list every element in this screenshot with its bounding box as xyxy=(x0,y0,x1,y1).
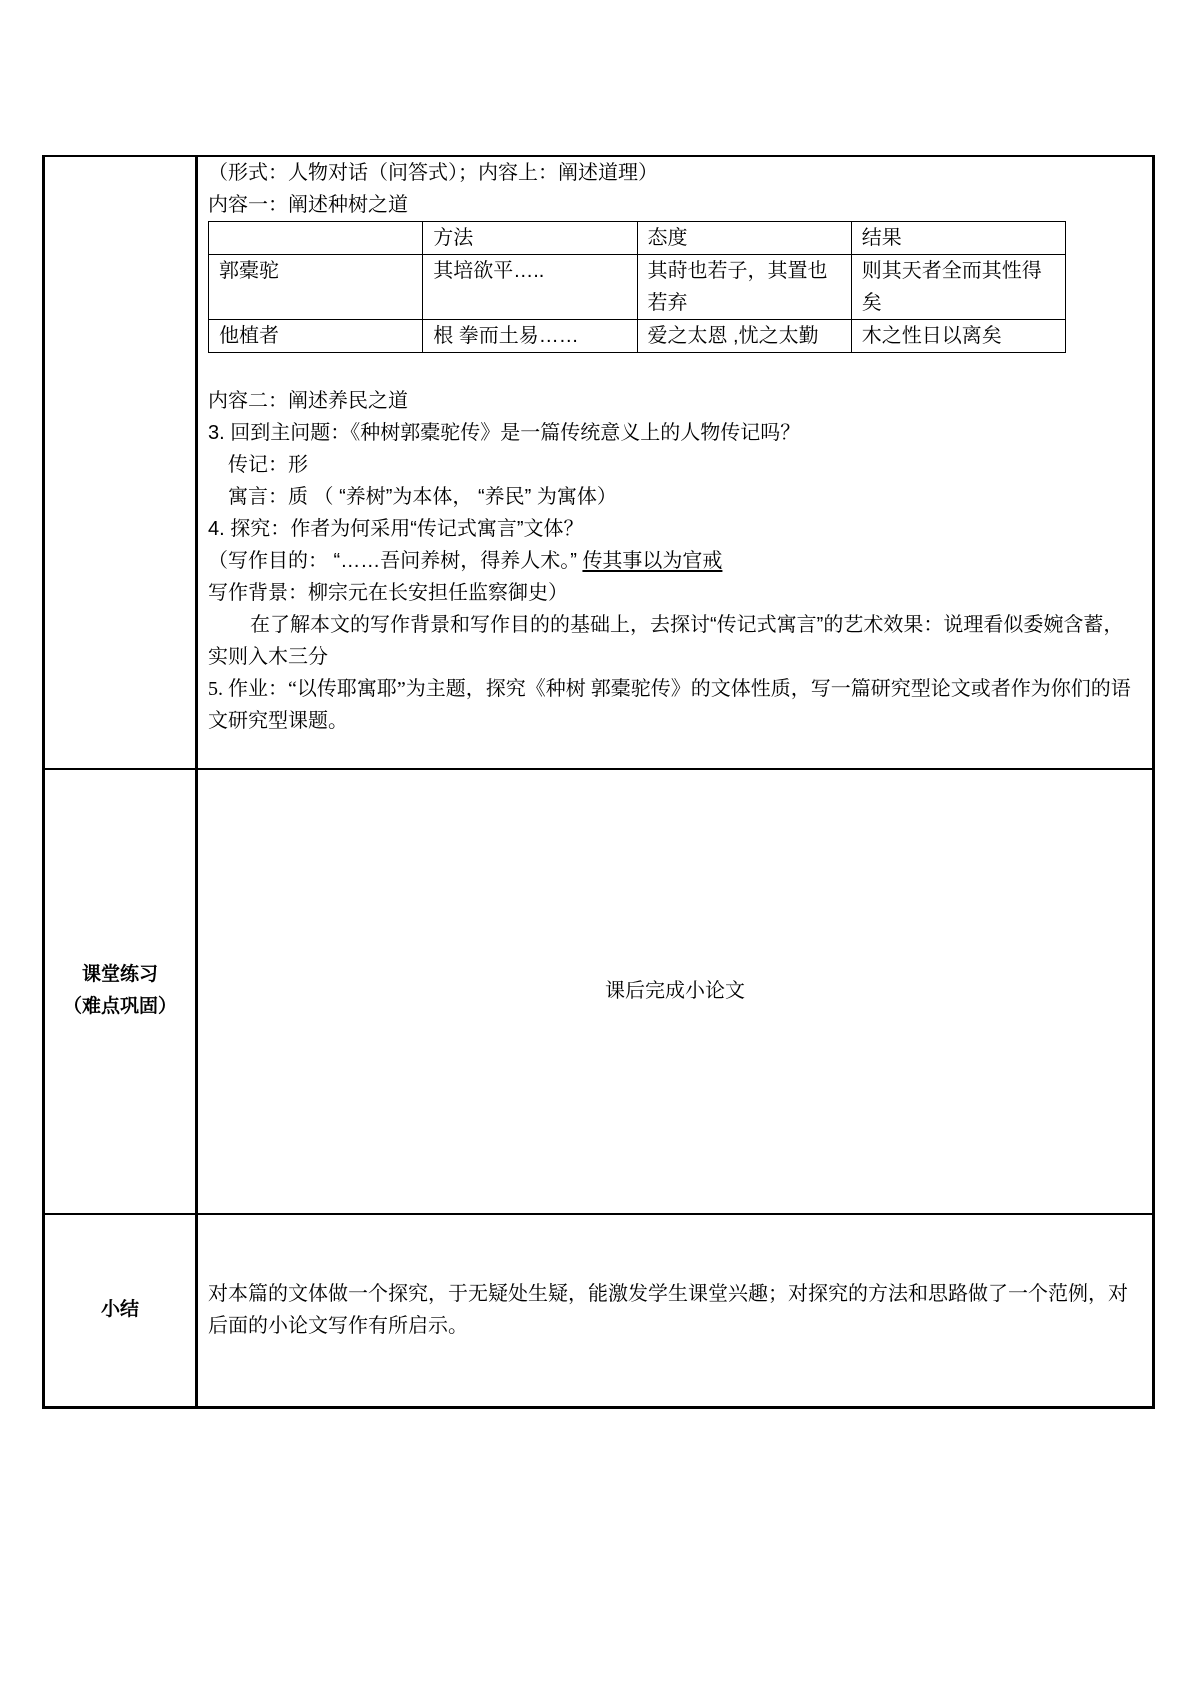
content-two-title: 内容二：阐述养民之道 xyxy=(208,390,408,412)
practice-content: 课后完成小论文 xyxy=(605,980,745,1003)
table-cell: 其培欲平….. xyxy=(423,255,637,320)
practice-content-cell xyxy=(197,769,1154,1214)
table-cell: 爱之太恩 ,忧之太勤 xyxy=(637,320,851,353)
question-three: 3. 回到主问题：《种树郭橐驼传》是一篇传统意义上的人物传记吗？ xyxy=(208,422,801,444)
writing-background: 写作背景：柳宗元在长安担任监察御史） xyxy=(208,582,568,604)
table-cell: 郭橐驼 xyxy=(209,255,423,320)
summary-label-cell xyxy=(44,1214,197,1408)
form-content-line: （形式：人物对话（问答式）；内容上：阐述道理） xyxy=(208,162,658,184)
table-cell: 木之性日以离矣 xyxy=(851,320,1065,353)
homework-text: 5. 作业：“以传耶寓耶”为主题，探究《种树 郭橐驼传》的文体性质，写一篇研究型论文或者作为你们的语文研究型课题。 xyxy=(208,678,1131,732)
analysis-paragraph: 在了解本文的写作背景和写作目的的基础上，去探讨“传记式寓言”的艺术效果：说理看似委婉含蓄，实则入木三分 xyxy=(208,614,1124,668)
answer-biography: 传记：形 xyxy=(228,454,308,476)
practice-label: 课堂练习 xyxy=(81,964,158,986)
header-cell: 方法 xyxy=(423,222,637,255)
summary-content-cell xyxy=(197,1214,1154,1408)
comparison-row xyxy=(209,320,1066,353)
header-cell xyxy=(209,222,423,255)
table-cell: 则其天者全而其性得矣 xyxy=(851,255,1065,320)
summary-label: 小结 xyxy=(100,1299,139,1321)
row1-label-cell xyxy=(44,156,197,769)
header-cell: 结果 xyxy=(851,222,1065,255)
content-one-title: 内容一：阐述种树之道 xyxy=(208,194,408,216)
writing-purpose xyxy=(208,545,1142,577)
comparison-header-row xyxy=(209,222,1066,255)
answer-fable: 寓言：质 （ “养树”为本体， “养民” 为寓体） xyxy=(228,486,617,508)
row1-content-cell xyxy=(197,156,1154,769)
lesson-plan-table xyxy=(42,155,1155,1409)
header-cell: 态度 xyxy=(637,222,851,255)
practice-sublabel: （难点巩固） xyxy=(62,996,177,1018)
table-cell: 根 拳而土易…… xyxy=(423,320,637,353)
comparison-table xyxy=(208,221,1066,353)
summary-content: 对本篇的文体做一个探究，于无疑处生疑，能激发学生课堂兴趣；对探究的方法和思路做了一个范例，对后面的小论文写作有所启示。 xyxy=(208,1283,1128,1338)
writing-purpose-underlined: 传其事以为官戒 xyxy=(582,550,723,572)
practice-label-cell xyxy=(44,769,197,1214)
comparison-row xyxy=(209,255,1066,320)
question-four: 4. 探究：作者为何采用“传记式寓言”文体？ xyxy=(208,518,584,540)
table-cell: 其莳也若子，其置也若弃 xyxy=(637,255,851,320)
teaching-process-content xyxy=(198,157,1152,737)
writing-purpose-text: （写作目的： “……吾问养树，得养人术。” xyxy=(208,550,583,572)
table-cell: 他植者 xyxy=(209,320,423,353)
